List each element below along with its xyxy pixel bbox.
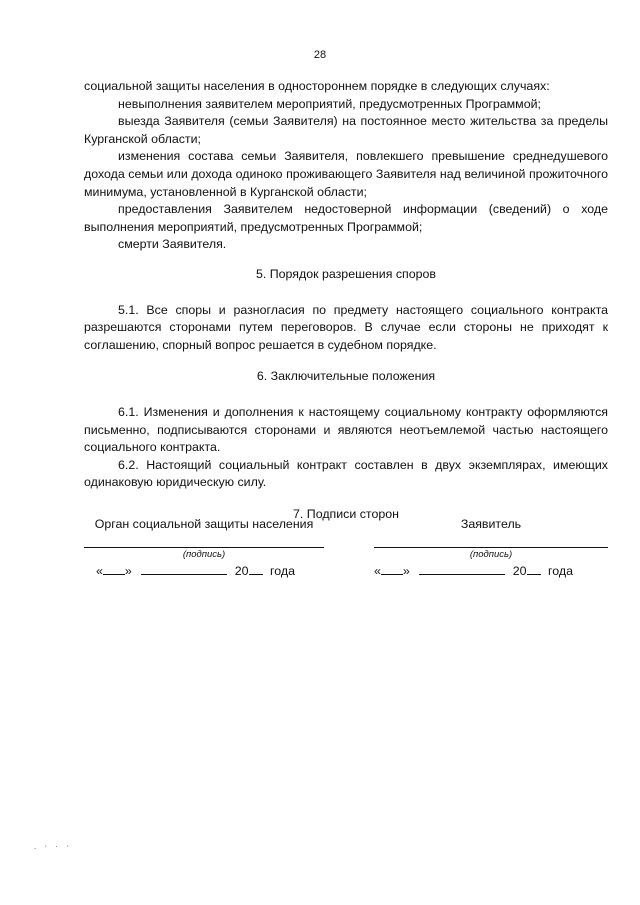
date-year-blank [249, 562, 263, 575]
signature-right-title: Заявитель [460, 517, 522, 531]
section-6-heading: 6. Заключительные положения [256, 369, 436, 384]
date-month-blank [141, 562, 227, 575]
page-number: 28 [313, 49, 327, 61]
date-close-quote: » [124, 564, 132, 578]
date-day-blank [103, 562, 125, 575]
signature-left-line [84, 539, 324, 548]
date-year-blank [527, 562, 541, 575]
paragraph-case-5: смерти Заявителя. [118, 237, 227, 252]
section-5-heading: 5. Порядок разрешения споров [255, 266, 437, 281]
date-year-suffix: года [269, 564, 295, 578]
section-7-heading: 7. Подписи сторон [293, 506, 399, 521]
section-6-2-text: 6.2. Настоящий социальный контракт составлен в двух экземплярах, имеющих одинаковую юридическую силу. [84, 457, 608, 490]
date-open-quote: « [96, 564, 103, 578]
date-year-prefix: 20 [234, 564, 249, 578]
paragraph-case-3: изменения состава семьи Заявителя, повлекшего превышение среднедушевого дохода семьи или дохода одиноко проживающего Заявителя над величиной прожиточного минимума, установленной в Курганской области; [84, 149, 608, 199]
date-month-blank [419, 562, 505, 575]
signature-left [84, 515, 324, 578]
signature-right-caption: (подпись) [469, 549, 513, 560]
scan-noise: . ⋅ · ⋅ [34, 842, 72, 851]
signature-right [374, 515, 608, 578]
paragraph-case-2: выезда Заявителя (семьи Заявителя) на постоянное место жительства за пределы Курганской области; [84, 114, 608, 146]
date-year-suffix: года [547, 564, 573, 578]
date-year-prefix: 20 [512, 564, 527, 578]
paragraph-intro: социальной защиты населения в одностороннем порядке в следующих случаях: [84, 79, 550, 93]
paragraph-case-4: предоставления Заявителем недостоверной информации (сведений) о ходе выполнения мероприятий, предусмотренных Программой; [84, 202, 608, 234]
signature-right-date [374, 562, 608, 578]
document-body [84, 78, 608, 541]
signature-left-caption: (подпись) [182, 549, 226, 560]
signature-left-title: Орган социальной защиты населения [94, 517, 314, 531]
section-6-1-text: 6.1. Изменения и дополнения к настоящему социальному контракту оформляются письменно, подписываются сторонами и являются неотъемлемой частью настоящего социального контракта. [84, 404, 608, 455]
date-close-quote: » [402, 564, 410, 578]
paragraph-case-1: невыполнения заявителем мероприятий, предусмотренных Программой; [118, 96, 541, 111]
section-5-text: 5.1. Все споры и разногласия по предмету настоящего социального контракта разрешаются сторонами путем переговоров. В случае если стороны не приходят к соглашению, спорный вопрос решается в судебном порядке. [84, 302, 608, 352]
signature-right-line [374, 539, 608, 548]
date-open-quote: « [374, 564, 381, 578]
signature-left-date [84, 562, 324, 578]
date-day-blank [381, 562, 403, 575]
